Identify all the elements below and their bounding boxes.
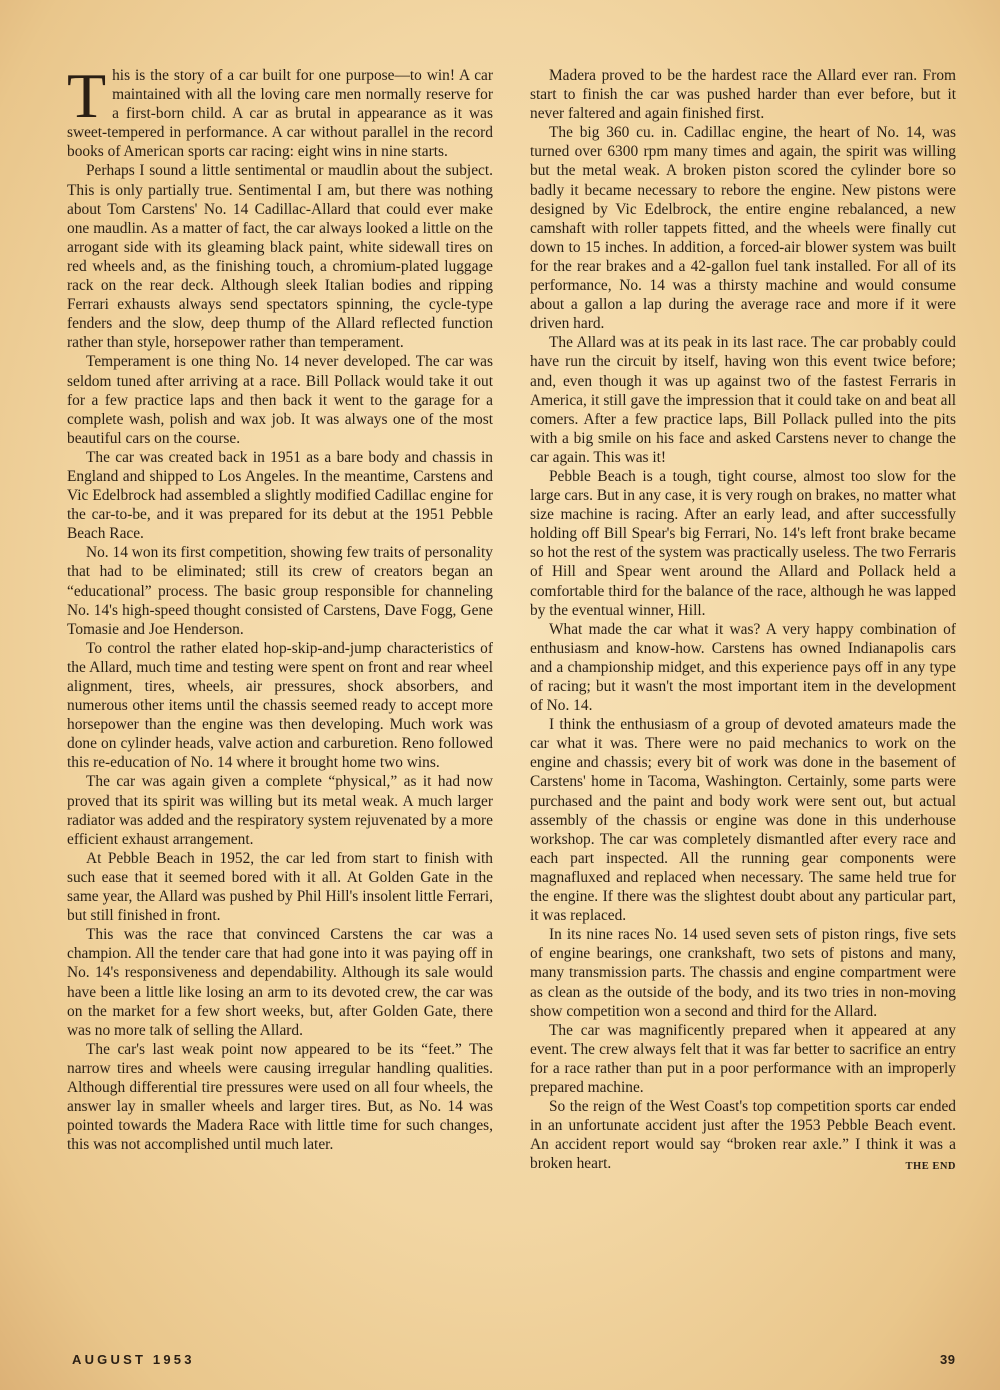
paragraph: The car's last weak point now appeared to be its “feet.” The narrow tires and wheels were causing irregular handling qualities. Although differential tire pressures were used on all four wheels, the answer lay in smaller wheels and larger tires. But, as No. 14 was pointed towards the Madera Race with little time for such changes, this was not accomplished until much later.	[67, 1040, 493, 1154]
paragraph: To control the rather elated hop-skip-and-jump characteristics of the Allard, much time and testing were spent on front and rear wheel alignment, tires, wheels, air pressures, shock absorbers, and numerous other items until the chassis seemed ready to accept more horsepower than the engine was then developing. Much work was done on cylinder heads, valve action and carburetion. Reno followed this re-education of No. 14 where it brought home two wins.	[67, 639, 493, 772]
page-number: 39	[940, 1352, 956, 1367]
paragraph: So the reign of the West Coast's top competition sports car ended in an unfortunate accident just after the 1953 Pebble Beach event. An accident report would say “broken rear axle.” I think it was a broken heart. THE END	[530, 1097, 956, 1173]
paragraph: I think the enthusiasm of a group of devoted amateurs made the car what it was. There were no paid mechanics to work on the engine and chassis; every bit of work was done in the basement of Carstens' home in Tacoma, Washington. Certainly, some parts were purchased and the paint and body work were sent out, but actual assembly of the chassis or engine was done in this underhouse workshop. The car was completely dismantled after every race and each part inspected. All the running gear components were magnafluxed and replaced when necessary. The same held true for the engine. If there was the slightest doubt about any particular part, it was replaced.	[530, 716, 956, 925]
article-column-left	[67, 60, 493, 1154]
paragraph: In its nine races No. 14 used seven sets of piston rings, five sets of engine bearings, one crankshaft, two sets of pistons and many, many transmission parts. The chassis and engine compartment were as clean as the outside of the body, and its two tries in non-moving show competition won a second and third for the Allard.	[530, 926, 956, 1020]
paragraph: Pebble Beach is a tough, tight course, almost too slow for the large cars. But in any case, it is very rough on brakes, no matter what size machine is racing. After an early lead, and after successfully holding off Bill Spear's big Ferrari, No. 14's left front brake became so hot the rest of the system was practically useless. The two Ferraris of Hill and Spear went around the Allard and Pollack held a comfortable third for the balance of the race, although he was lapped by the eventual winner, Hill.	[530, 467, 956, 619]
paragraph: The car was again given a complete “physical,” as it had now proved that its spirit was willing but its metal weak. A much larger radiator was added and the respiratory system rejuvenated by a more efficient exhaust arrangement.	[67, 773, 493, 848]
paragraph: The car was created back in 1951 as a bare body and chassis in England and shipped to Los Angeles. In the meantime, Carstens and Vic Edelbrock had assembled a slightly modified Cadillac engine for the car-to-be, and it was prepared for its debut at the 1951 Pebble Beach Race.	[67, 448, 493, 543]
issue-date: AUGUST 1953	[72, 1352, 195, 1367]
paragraph: The car was magnificently prepared when it appeared at any event. The crew always felt that it was far better to sacrifice an entry for a race rather than put in a poor performance with an improperly prepared machine.	[530, 1021, 956, 1096]
paragraph: Madera proved to be the hardest race the Allard ever ran. From start to finish the car was pushed harder than ever before, but it never faltered and again finished first.	[530, 67, 956, 123]
drop-cap: T	[67, 60, 107, 131]
paragraph: Perhaps I sound a little sentimental or maudlin about the subject. This is only partially true. Sentimental I am, but there was nothing about Tom Carstens' No. 14 Cadillac-Allard that could ever make one maudlin. As a matter of fact, the car always looked a little on the arrogant side with its gleaming black paint, white sidewall tires on red wheels and, as the finishing touch, a chromium-plated luggage rack on the rear deck. Although sleek Italian bodies and ripping Ferrari exhausts always send spectators spinning, the cycle-type fenders and the slow, deep thump of the Allard reflected function rather than style, horsepower rather than temperament.	[67, 162, 493, 352]
paragraph: Temperament is one thing No. 14 never developed. The car was seldom tuned after arriving at a race. Bill Pollack would take it out for a few practice laps and then back it went to the garage for a complete wash, polish and wax job. It was always one of the most beautiful cars on the course.	[67, 353, 493, 447]
article-column-right	[530, 66, 956, 1176]
paragraph: The big 360 cu. in. Cadillac engine, the heart of No. 14, was turned over 6300 rpm many times and again, the spirit was willing but the metal weak. A broken piston scored the cylinder bore so badly it became necessary to rebore the engine. New pistons were designed by Vic Edelbrock, the entire engine rebalanced, a new camshaft with roller tappets fitted, and the wheels were finally cut down to 15 inches. In addition, a forced-air blower system was built for the rear brakes and a 42-gallon fuel tank installed. For all of its performance, No. 14 was a thirsty machine and would consume about a gallon a lap during the average race and more if it were driven hard.	[530, 124, 956, 333]
paragraph: At Pebble Beach in 1952, the car led from start to finish with such ease that it seemed bored with it all. At Golden Gate in the same year, the Allard was pushed by Phil Hill's insolent little Ferrari, but still finished in front.	[67, 849, 493, 925]
paragraph: This is the story of a car built for one purpose—to win! A car maintained with all the loving care men normally reserve for a first-born child. A car as brutal in appearance as it was sweet-tempered in performance. A car without parallel in the record books of American sports car racing: eight wins in nine starts.	[67, 60, 493, 161]
paragraph: No. 14 won its first competition, showing few traits of personality that had to be eliminated; still its crew of creators began an “educational” process. The basic group responsible for channeling No. 14's high-speed thought consisted of Carstens, Dave Fogg, Gene Tomasie and Joe Henderson.	[67, 544, 493, 638]
paragraph: What made the car what it was? A very happy combination of enthusiasm and know-how. Carstens has owned Indianapolis cars and a championship midget, and this experience pays off in any type of racing; but it wasn't the most important item in the development of No. 14.	[530, 620, 956, 715]
paragraph: This was the race that convinced Carstens the car was a champion. All the tender care that had gone into it was paying off in No. 14's responsiveness and dependability. Although its sale would have been a little like losing an arm to its devoted crew, the car was on the market for a few short weeks, but, after Golden Gate, there was no more talk of selling the Allard.	[67, 926, 493, 1039]
end-mark: THE END	[905, 1161, 956, 1173]
paragraph: The Allard was at its peak in its last race. The car probably could have run the circuit by itself, having won this event twice before; and, even though it was up against two of the fastest Ferraris in America, it still gave the impression that it could take on and beat all comers. After a few practice laps, Bill Pollack pulled into the pits with a big smile on his face and asked Carstens never to change the car again. This was it!	[530, 334, 956, 466]
